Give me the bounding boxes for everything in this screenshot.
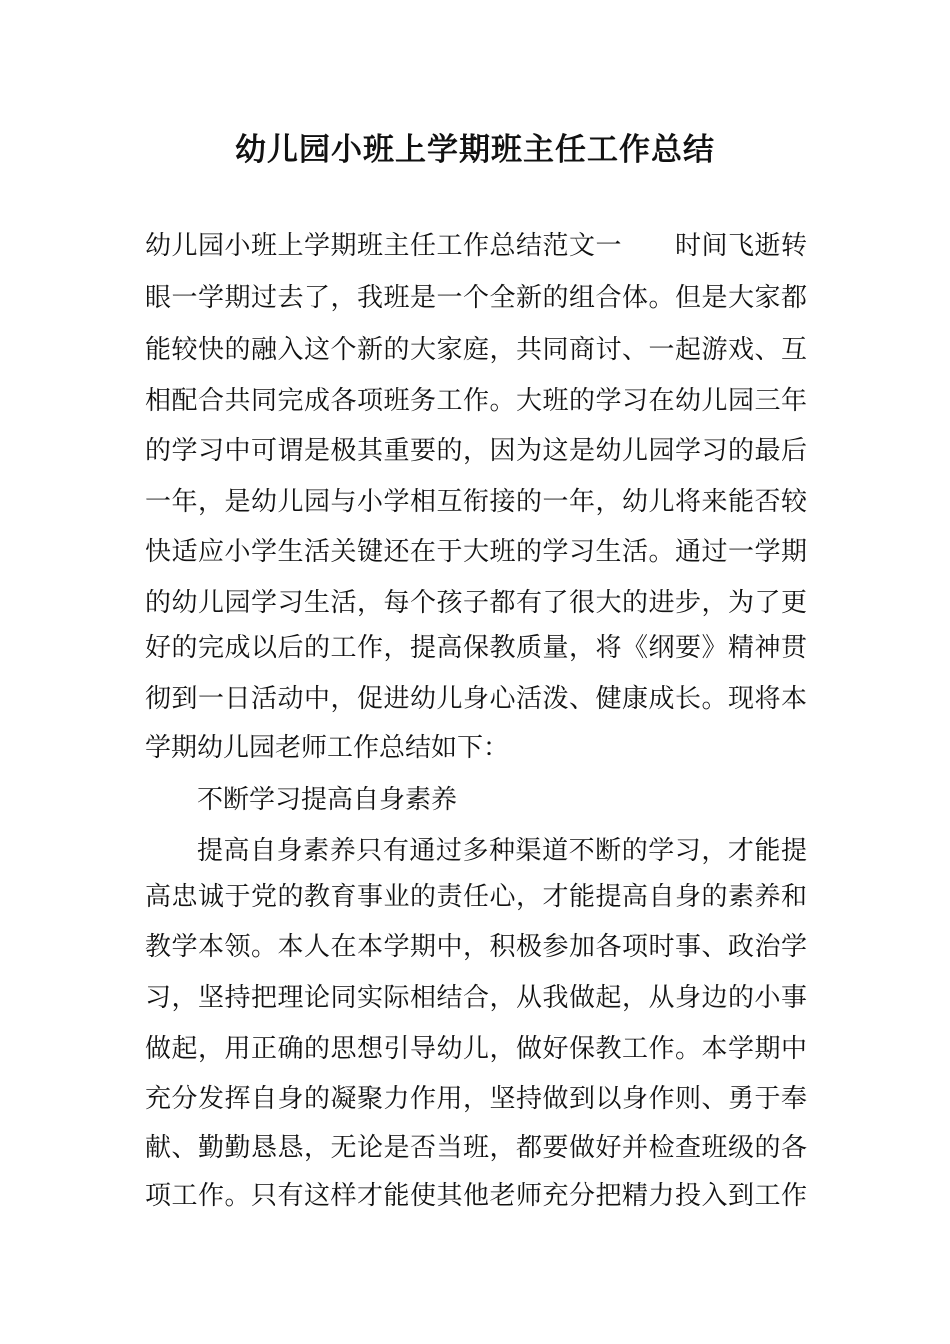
text-line: 的幼儿园学习生活，每个孩子都有了很大的进步，为了更 (145, 588, 807, 618)
text-line: 的学习中可谓是极其重要的，因为这是幼儿园学习的最后 (145, 436, 807, 466)
text-line: 眼一学期过去了，我班是一个全新的组合体。但是大家都 (145, 283, 807, 313)
text-line: 习，坚持把理论同实际相结合，从我做起，从身边的小事 (145, 983, 807, 1013)
text-line: 相配合共同完成各项班务工作。大班的学习在幼儿园三年 (145, 386, 807, 416)
text-line: 充分发挥自身的凝聚力作用，坚持做到以身作则、勇于奉 (145, 1084, 807, 1114)
text-line: 项工作。只有这样才能使其他老师充分把精力投入到工作 (145, 1181, 807, 1211)
text-line: 一年，是幼儿园与小学相互衔接的一年，幼儿将来能否较 (145, 487, 807, 517)
document-title: 幼儿园小班上学期班主任工作总结 (235, 132, 715, 168)
text-line: 快适应小学生活关键还在于大班的学习生活。通过一学期 (145, 537, 807, 567)
section-heading: 不断学习提高自身素养 (197, 785, 458, 815)
text-line: 好的完成以后的工作，提高保教质量，将《纲要》精神贯 (145, 633, 807, 663)
text-line: 学期幼儿园老师工作总结如下： (145, 733, 510, 763)
text-line: 能较快的融入这个新的大家庭，共同商讨、一起游戏、互 (145, 335, 807, 365)
text-line: 高忠诚于党的教育事业的责任心，才能提高自身的素养和 (145, 882, 807, 912)
text-line: 提高自身素养只有通过多种渠道不断的学习，才能提 (197, 836, 807, 866)
text-line: 做起，用正确的思想引导幼儿，做好保教工作。本学期中 (145, 1034, 807, 1064)
text-line: 献、勤勤恳恳，无论是否当班，都要做好并检查班级的各 (145, 1133, 807, 1163)
text-line: 彻到一日活动中，促进幼儿身心活泼、健康成长。现将本 (145, 684, 807, 714)
text-line: 教学本领。本人在本学期中，积极参加各项时事、政治学 (145, 932, 807, 962)
text-line: 幼儿园小班上学期班主任工作总结范文一 时间飞逝转 (145, 231, 807, 261)
